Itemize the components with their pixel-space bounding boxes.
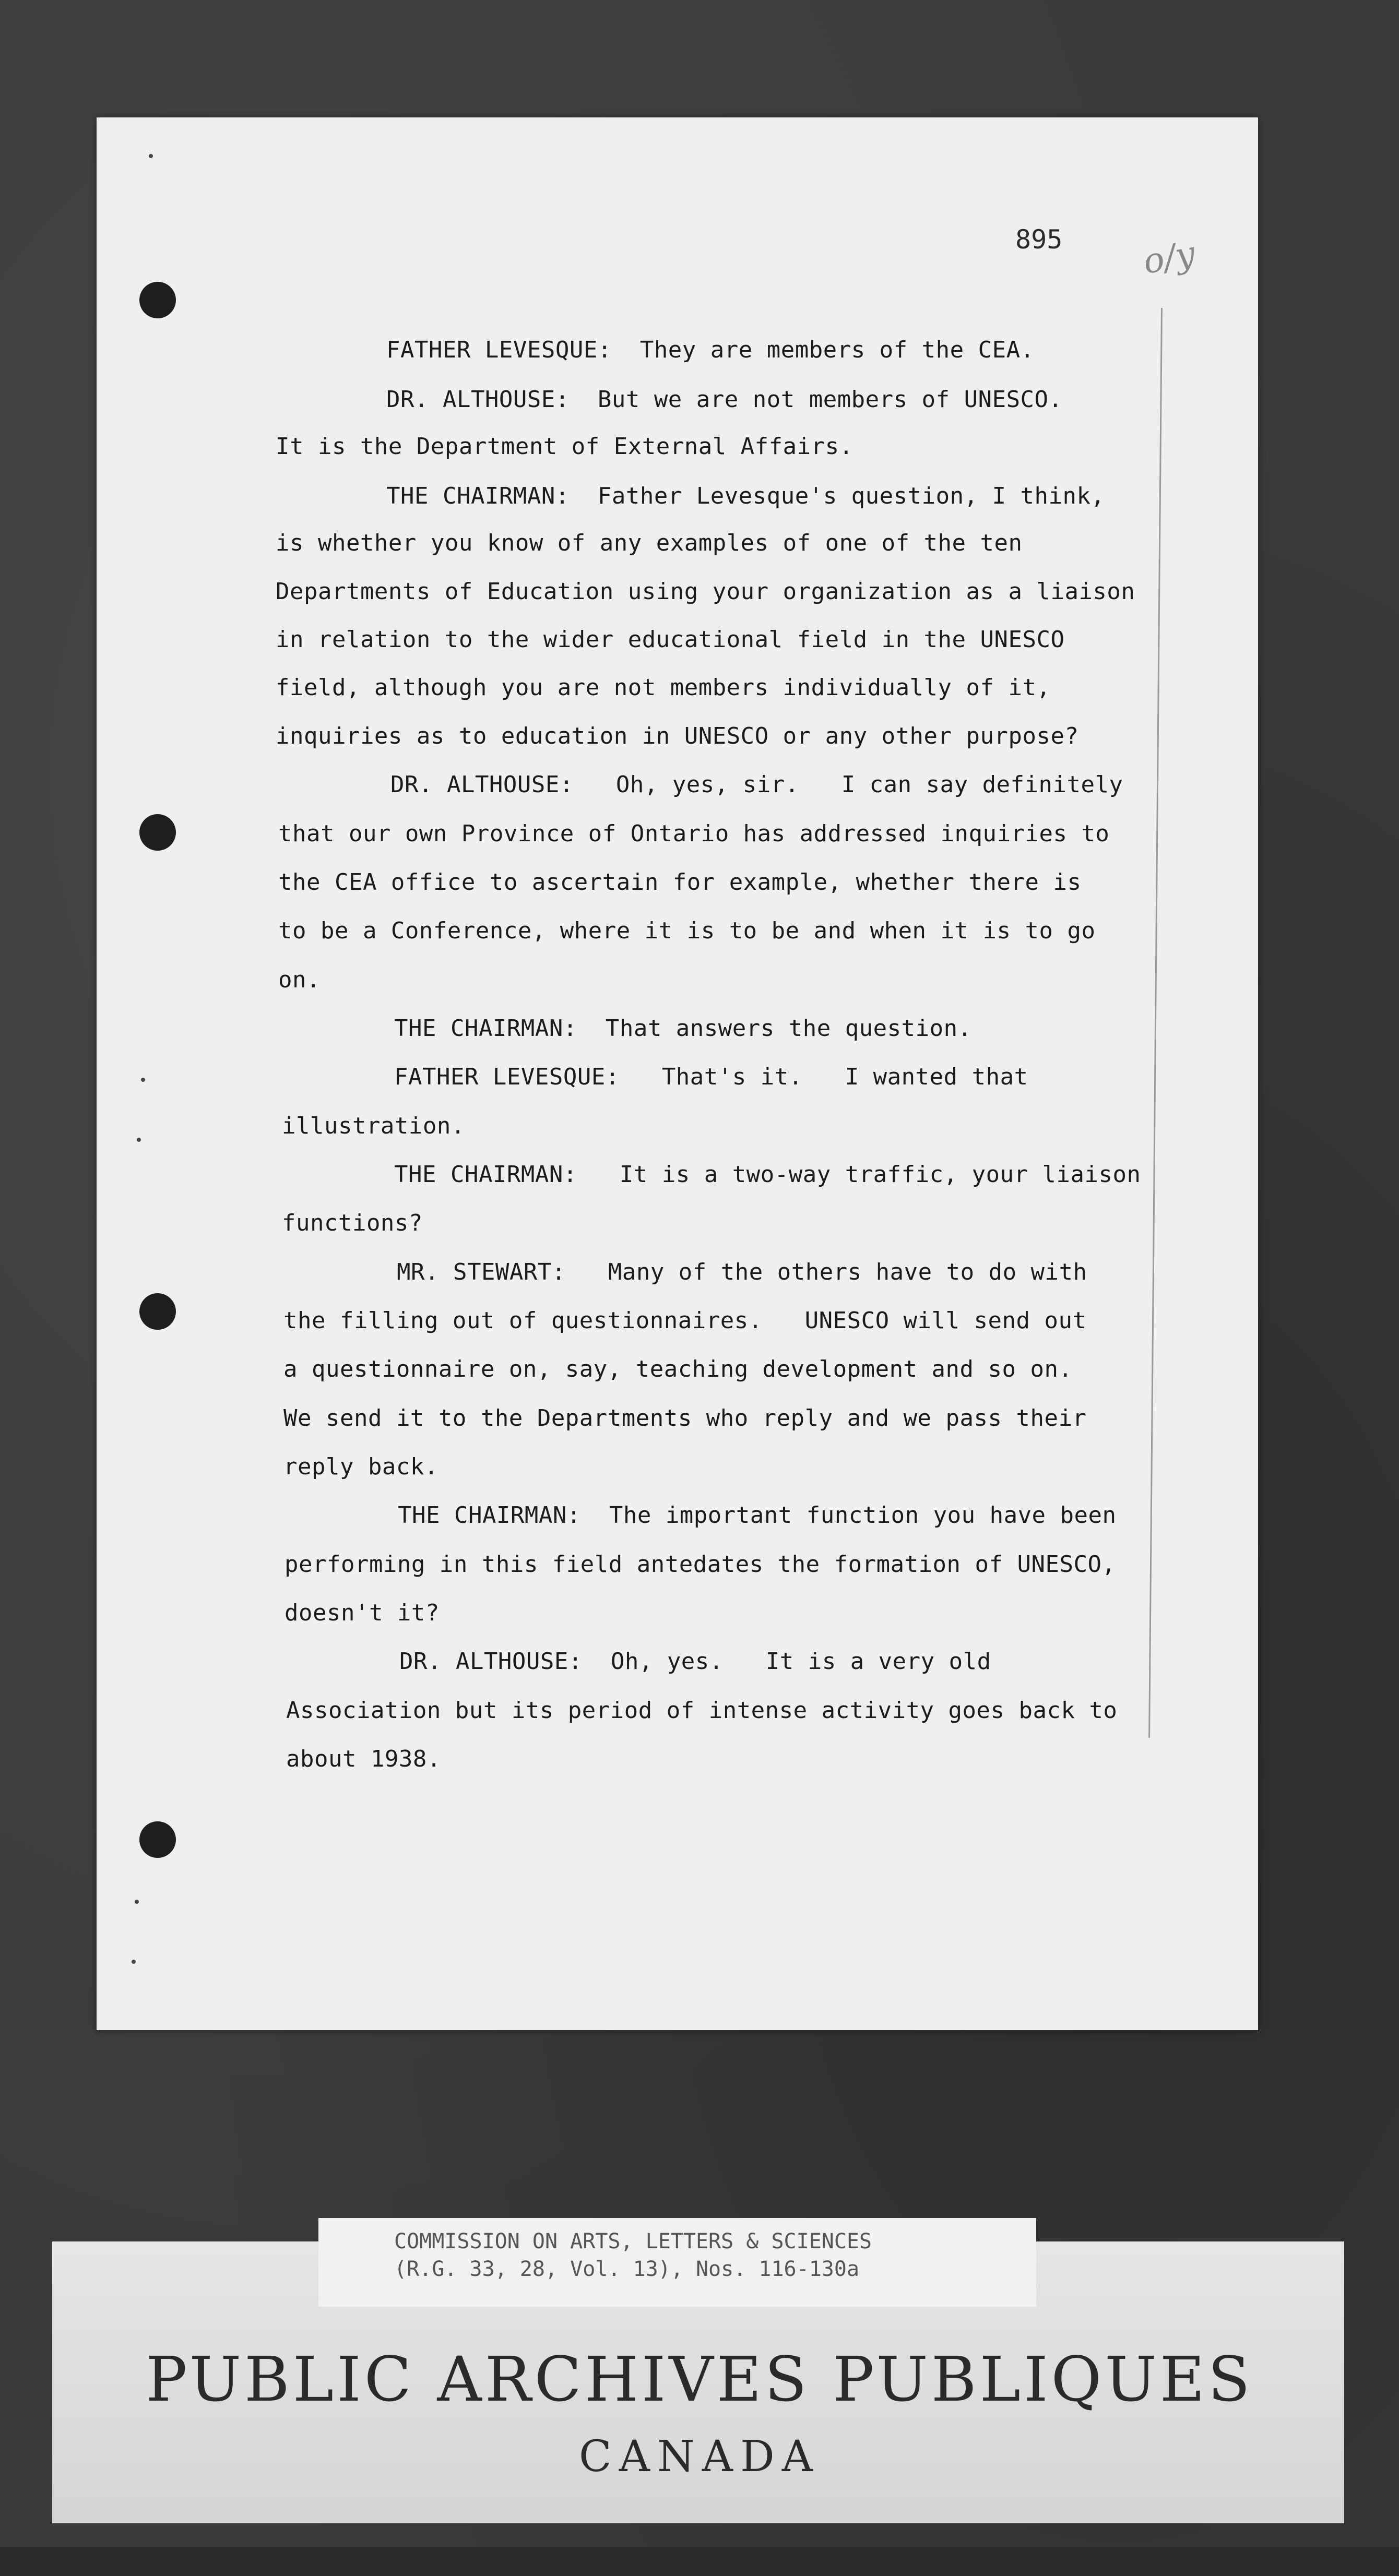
handwritten-initials: o/y — [1140, 233, 1199, 282]
film-bottom-strip — [0, 2547, 1399, 2576]
transcript-line: that our own Province of Ontario has addressed inquiries to — [278, 820, 1110, 847]
transcript-line: DR. ALTHOUSE: Oh, yes. It is a very old — [399, 1648, 991, 1675]
page-number: 895 — [1015, 224, 1063, 255]
transcript-line: illustration. — [282, 1113, 465, 1139]
transcript-line: reply back. — [283, 1453, 438, 1480]
archive-reference-line-2: (R.G. 33, 28, Vol. 13), Nos. 116-130a — [394, 2257, 860, 2281]
punch-hole — [139, 1293, 176, 1330]
transcript-line: field, although you are not members individually of it, — [276, 674, 1051, 701]
transcript-line: We send it to the Departments who reply and we pass their — [283, 1405, 1087, 1432]
archive-subtitle: CANADA — [579, 2432, 820, 2482]
transcript-line: MR. STEWART: Many of the others have to do with — [397, 1259, 1087, 1285]
transcript-line: Departments of Education using your organization as a liaison — [276, 578, 1135, 605]
transcript-line: functions? — [282, 1210, 423, 1236]
transcript-line: THE CHAIRMAN: It is a two-way traffic, your liaison — [394, 1161, 1141, 1188]
speck — [135, 1900, 139, 1904]
transcript-line: doesn't it? — [284, 1600, 440, 1626]
transcript-line: is whether you know of any examples of one of the ten — [276, 530, 1023, 556]
transcript-line: FATHER LEVESQUE: That's it. I wanted that — [394, 1064, 1028, 1090]
transcript-line: a questionnaire on, say, teaching development and so on. — [283, 1356, 1073, 1382]
transcript-line: DR. ALTHOUSE: But we are not members of UNESCO. — [386, 386, 1063, 413]
punch-hole — [139, 1821, 176, 1858]
transcript-line: on. — [278, 967, 321, 993]
transcript-line: THE CHAIRMAN: Father Levesque's question, I think, — [386, 483, 1105, 509]
punch-hole — [139, 282, 176, 318]
speck — [137, 1138, 141, 1142]
transcript-line: about 1938. — [286, 1746, 441, 1772]
archive-title: PUBLIC ARCHIVES PUBLIQUES — [146, 2343, 1253, 2415]
transcript-line: Association but its period of intense activity goes back to — [286, 1697, 1118, 1724]
transcript-line: FATHER LEVESQUE: They are members of the CEA. — [386, 337, 1035, 363]
archive-reference-line-1: COMMISSION ON ARTS, LETTERS & SCIENCES — [394, 2229, 872, 2253]
transcript-line: inquiries as to education in UNESCO or any other purpose? — [276, 723, 1079, 749]
transcript-line: the filling out of questionnaires. UNESCO will send out — [283, 1307, 1087, 1334]
transcript-line: THE CHAIRMAN: The important function you have been — [398, 1502, 1117, 1529]
speck — [141, 1078, 145, 1082]
speck — [132, 1960, 136, 1964]
speck — [149, 154, 153, 158]
transcript-line: DR. ALTHOUSE: Oh, yes, sir. I can say definitely — [390, 771, 1123, 798]
transcript-line: the CEA office to ascertain for example, whether there is — [278, 869, 1082, 896]
transcript-line: in relation to the wider educational field in the UNESCO — [276, 626, 1065, 653]
punch-hole — [139, 814, 176, 851]
transcript-line: to be a Conference, where it is to be and when it is to go — [278, 917, 1096, 944]
transcript-line: performing in this field antedates the formation of UNESCO, — [284, 1551, 1116, 1578]
transcript-line: THE CHAIRMAN: That answers the question. — [394, 1015, 972, 1042]
transcript-line: It is the Department of External Affairs. — [276, 433, 853, 460]
